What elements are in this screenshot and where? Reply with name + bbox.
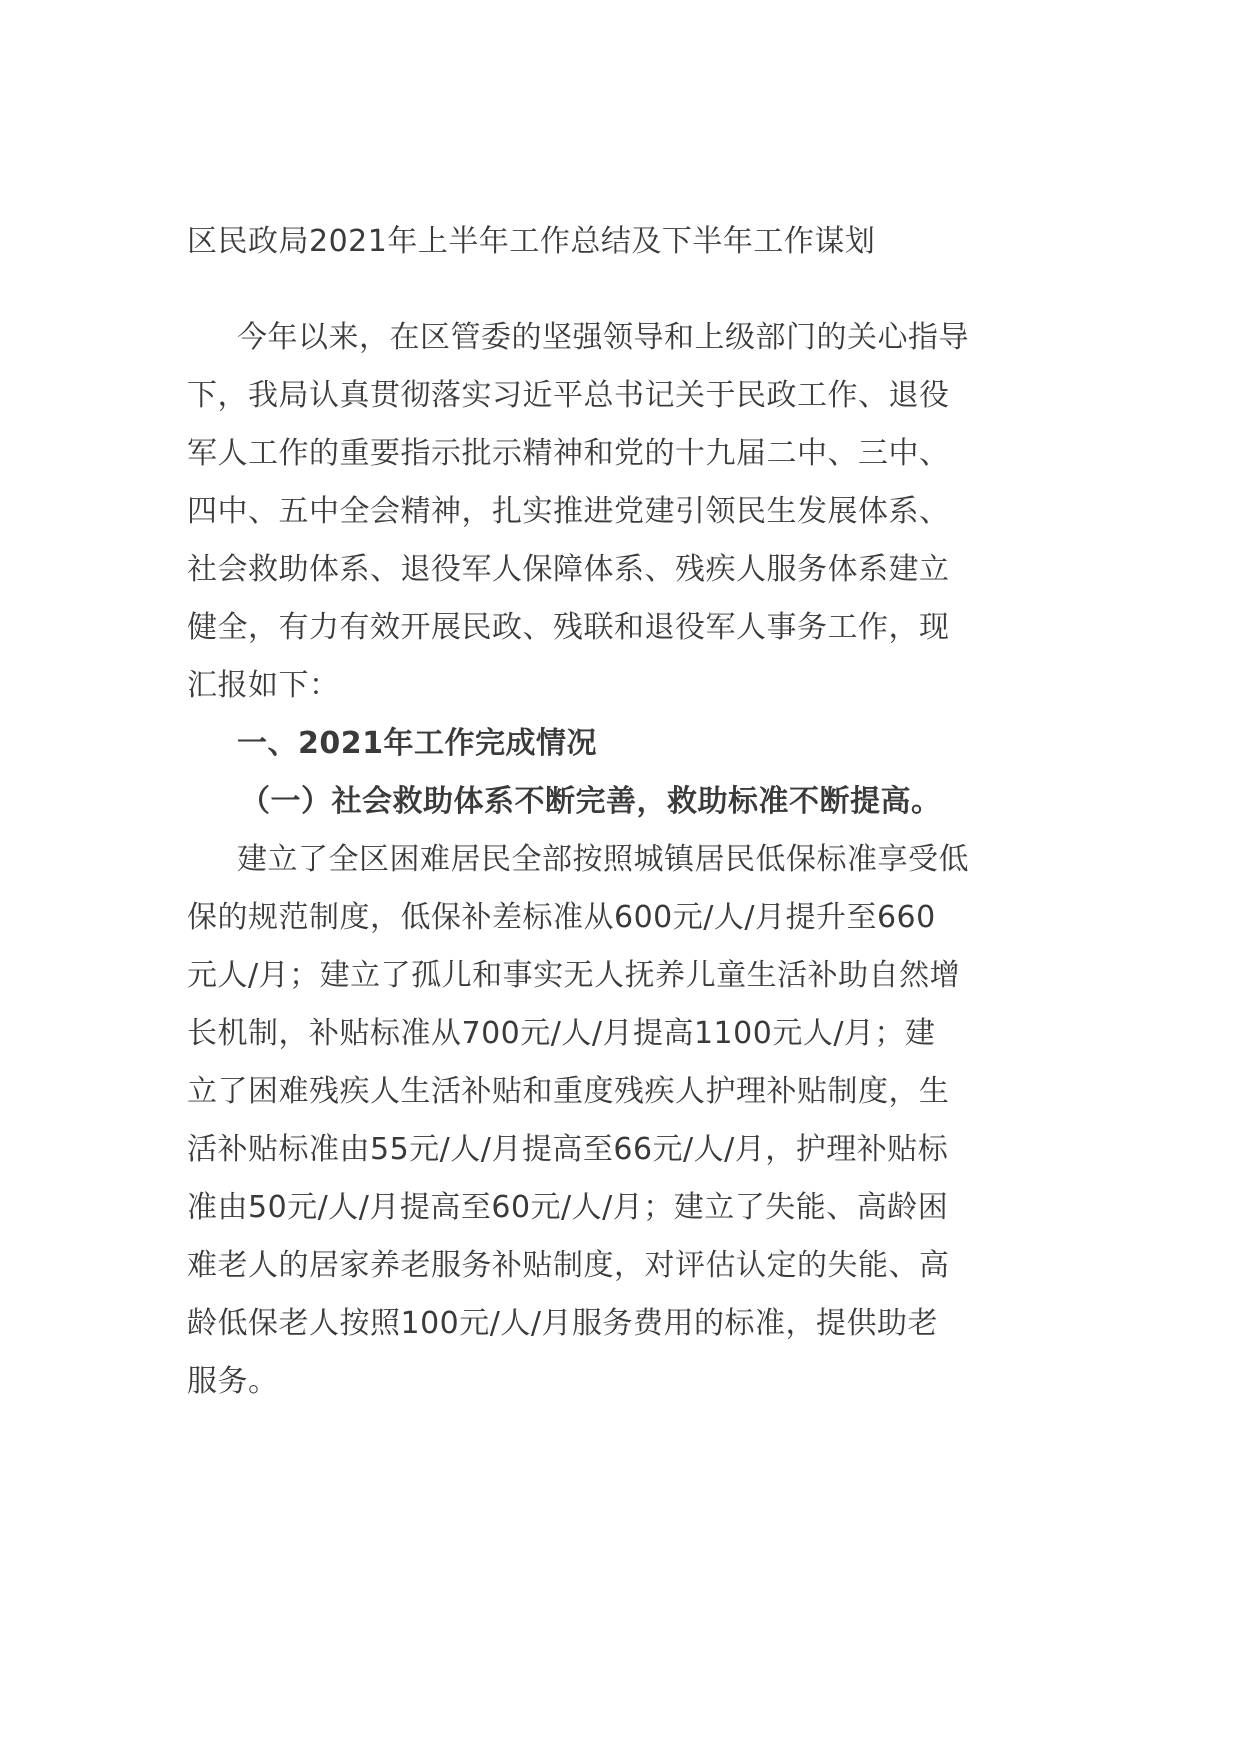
body-line: 龄低保老人按照100元/人/月服务费用的标准，提供助老	[187, 1306, 938, 1341]
intro-line: 今年以来，在区管委的坚强领导和上级部门的关心指导	[237, 320, 969, 355]
body-line: 活补贴标准由55元/人/月提高至66元/人/月，护理补贴标	[187, 1132, 949, 1167]
intro-line: 汇报如下：	[187, 668, 340, 703]
intro-line: 四中、五中全会精神，扎实推进党建引领民生发展体系、	[187, 494, 950, 529]
body-line: 服务。	[187, 1364, 279, 1399]
intro-line: 下，我局认真贯彻落实习近平总书记关于民政工作、退役	[187, 378, 950, 413]
document-title: 区民政局2021年上半年工作总结及下半年工作谋划	[187, 224, 876, 259]
body-line: 建立了全区困难居民全部按照城镇居民低保标准享受低	[237, 842, 969, 877]
intro-line: 军人工作的重要指示批示精神和党的十九届二中、三中、	[187, 436, 950, 471]
body-line: 准由50元/人/月提高至60元/人/月；建立了失能、高龄困	[187, 1190, 949, 1225]
body-line: 立了困难残疾人生活补贴和重度残疾人护理补贴制度，生	[187, 1074, 950, 1109]
body-line: 保的规范制度，低保补差标准从600元/人/月提升至660	[187, 900, 936, 935]
body-line: 元人/月；建立了孤儿和事实无人抚养儿童生活补助自然增	[187, 958, 961, 993]
intro-line: 健全，有力有效开展民政、残联和退役军人事务工作，现	[187, 610, 950, 645]
body-line: 长机制，补贴标准从700元/人/月提高1100元人/月；建	[187, 1016, 936, 1051]
subsection-heading: （一）社会救助体系不断完善，救助标准不断提高。	[240, 784, 942, 819]
intro-line: 社会救助体系、退役军人保障体系、残疾人服务体系建立	[187, 552, 950, 587]
body-line: 难老人的居家养老服务补贴制度，对评估认定的失能、高	[187, 1248, 950, 1283]
section-heading: 一、2021年工作完成情况	[237, 726, 597, 761]
